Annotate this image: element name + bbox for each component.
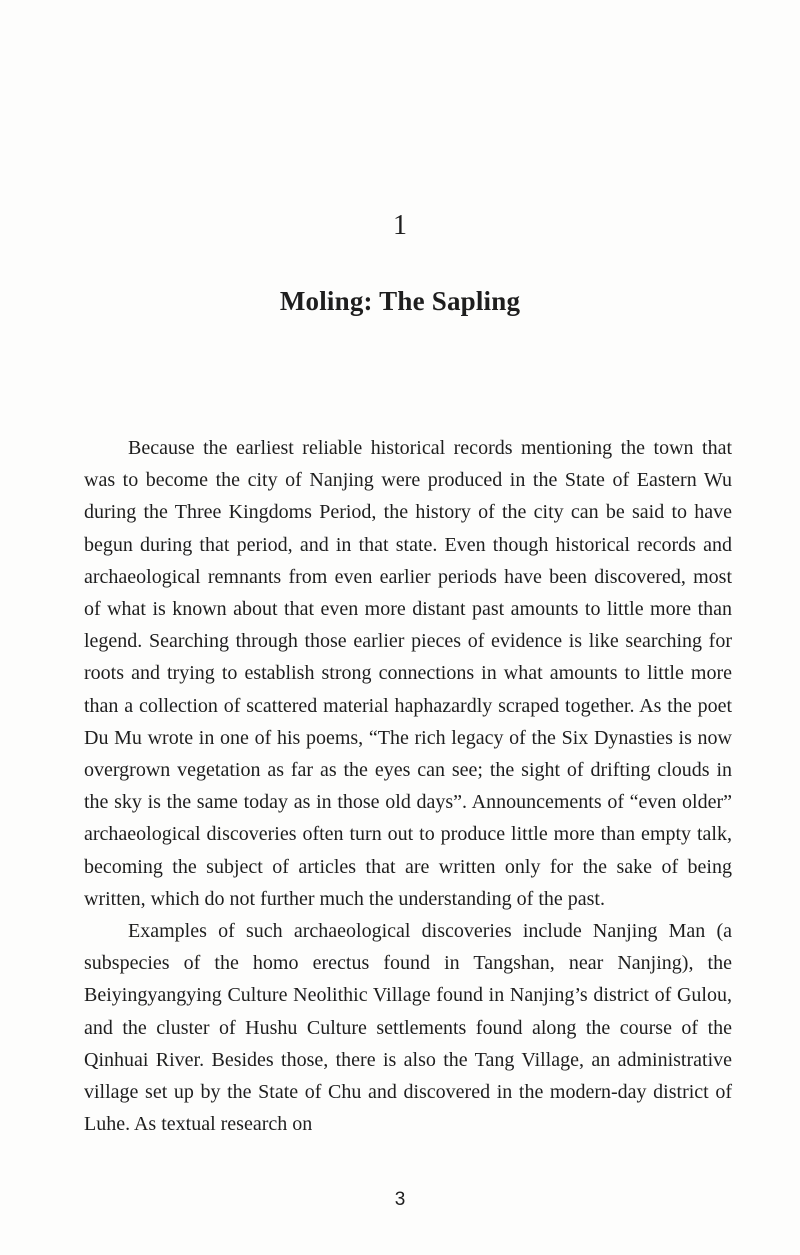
page-number: 3 — [394, 1189, 406, 1210]
chapter-number: 1 — [393, 210, 407, 241]
chapter-title: Moling: The Sapling — [279, 286, 521, 316]
paragraph-2: Examples of such archaeological discoveries include Nanjing Man (a subspecies of the homo erectus found in Tangshan, near Nanjing), the Beiyingyangying Culture Neolithic Village found in Nanjing’s district of Gulou, and the cluster of Hushu Culture settlements found along the course of the Qinhuai River. Besides those, there is also the Tang Village, an administrative village set up by the State of Chu and discovered in the modern-day district of Luhe. As textual research on — [84, 920, 732, 1136]
paragraph-1: Because the earliest reliable historical records mentioning the town that was to become the city of Nanjing were produced in the State of Eastern Wu during the Three Kingdoms Period, the history of the city can be said to have begun during that period, and in that state. Even though historical records and archaeological remnants from even earlier periods have been discovered, most of what is known about that even more distant past amounts to little more than legend. Searching through those earlier pieces of evidence is like searching for roots and trying to establish strong connections in what amounts to little more than a collection of scattered material haphazardly scraped together. As the poet Du Mu wrote in one of his poems, “The rich legacy of the Six Dynasties is now overgrown vegetation as far as the eyes can see; the sight of drifting clouds in the sky is the same today as in those old days”. Announcements of “even older” archaeological discoveries often turn out to produce little more than empty talk, becoming the subject of articles that are written only for the sake of being written, which do not further much the understanding of the past. — [84, 437, 732, 910]
body-text — [84, 432, 732, 1140]
